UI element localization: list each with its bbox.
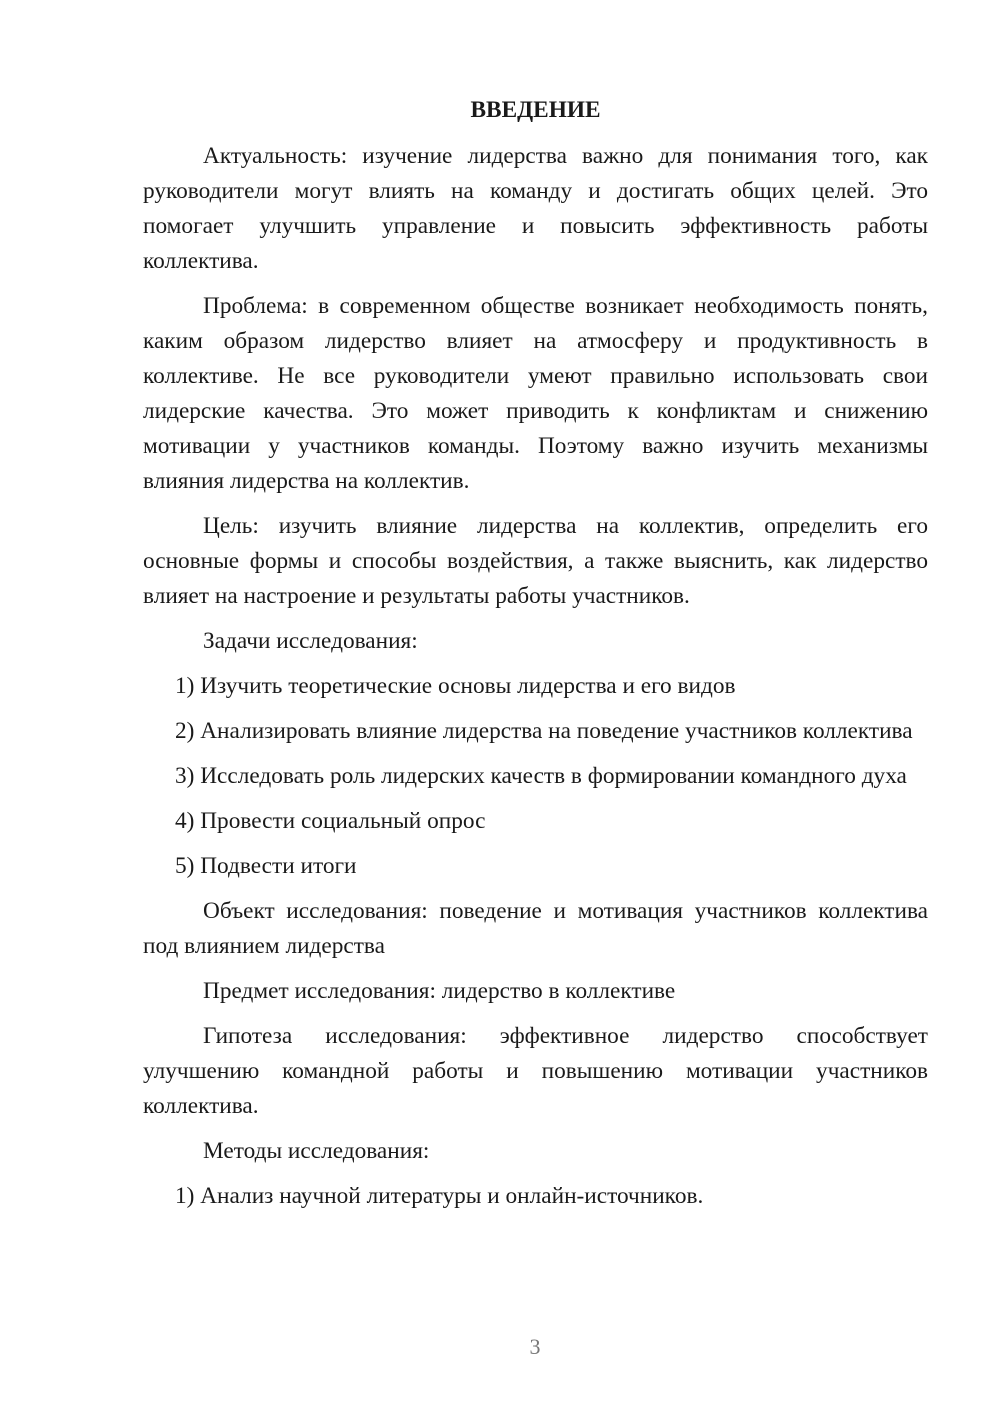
section-title: ВВЕДЕНИЕ: [470, 97, 601, 123]
problem-paragraph: Проблема: в современном обществе возникает необходимость понять, каким образом лидерство влияет на атмосферу и продуктивность в коллективе. Не все руководители умеют правильно использовать свои лидерские качества. Это может приводить к конфликтам и снижению мотивации у участников команды. Поэтому важно изучить механизмы влияния лидерства на коллектив.: [143, 293, 928, 494]
object-paragraph: Объект исследования: поведение и мотивация участников коллектива под влиянием лидерства: [143, 898, 928, 959]
tasks-heading: Задачи исследования:: [203, 628, 418, 654]
document-body: [143, 93, 928, 1224]
subject-paragraph: Предмет исследования: лидерство в коллективе: [203, 978, 676, 1004]
task-item-3: 3) Исследовать роль лидерских качеств в формировании командного духа: [175, 763, 907, 789]
task-item-2: 2) Анализировать влияние лидерства на поведение участников коллектива: [175, 718, 913, 744]
goal-paragraph: Цель: изучить влияние лидерства на коллектив, определить его основные формы и способы воздействия, а также выяснить, как лидерство влияет на настроение и результаты работы участников.: [143, 513, 928, 609]
task-item-1: 1) Изучить теоретические основы лидерства и его видов: [175, 673, 736, 699]
task-item-5: 5) Подвести итоги: [175, 853, 357, 879]
hypothesis-paragraph: Гипотеза исследования: эффективное лидерство способствует улучшению командной работы и повышению мотивации участников коллектива.: [143, 1023, 928, 1119]
task-item-4: 4) Провести социальный опрос: [175, 808, 486, 834]
page-number: 3: [529, 1334, 541, 1359]
relevance-paragraph: Актуальность: изучение лидерства важно для понимания того, как руководители могут влиять на команду и достигать общих целей. Это помогает улучшить управление и повысить эффективность работы коллектива.: [143, 143, 928, 274]
methods-heading: Методы исследования:: [203, 1138, 430, 1164]
method-item-1: 1) Анализ научной литературы и онлайн-источников.: [175, 1183, 704, 1209]
